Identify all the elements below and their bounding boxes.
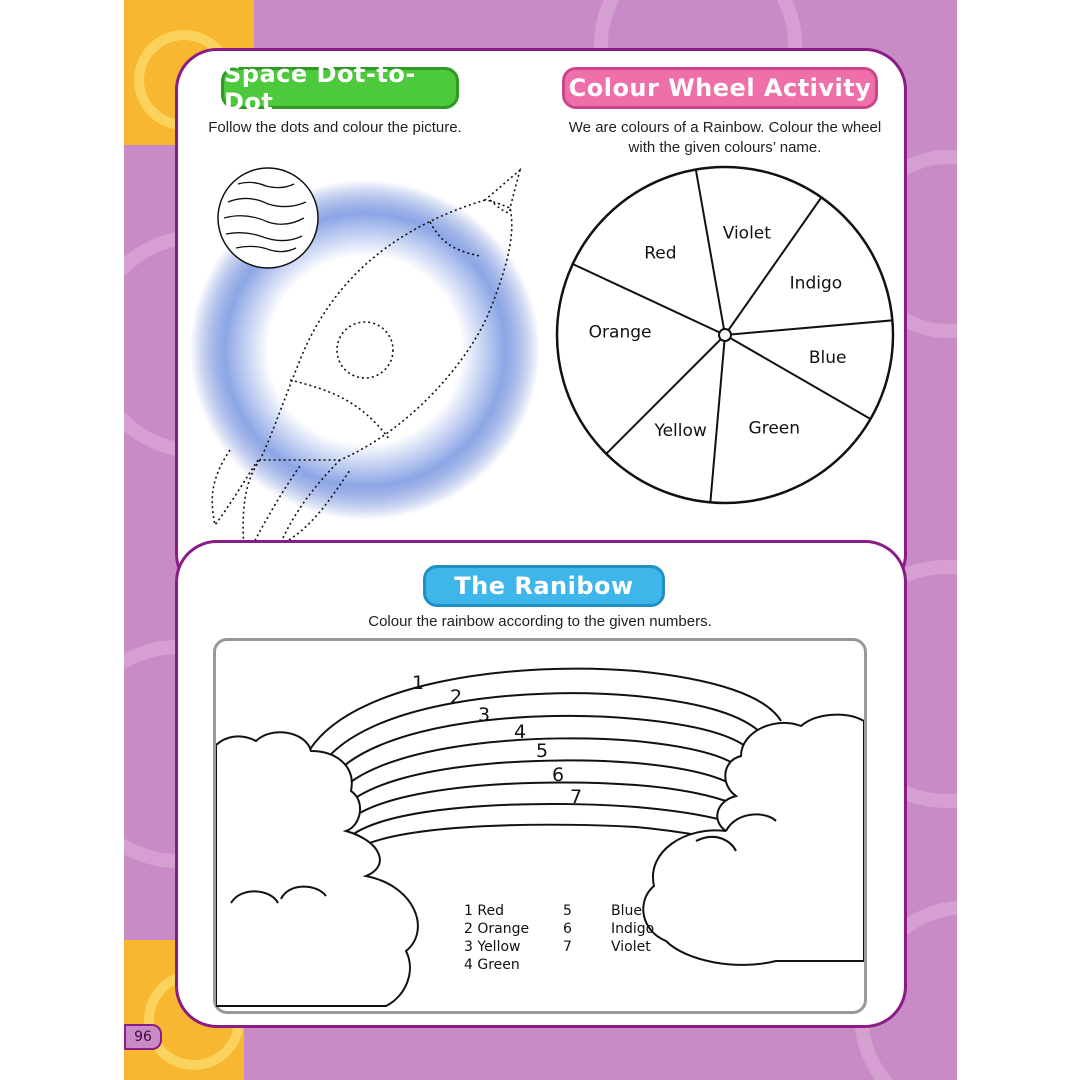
band-number: 5 (536, 740, 549, 762)
colour-wheel-instruction-2: with the given colours’ name. (628, 139, 822, 156)
wheel-segment-label: Indigo (789, 273, 843, 294)
wheel-segment-label: Green (748, 418, 801, 439)
wheel-segment-label: Red (644, 243, 677, 264)
band-number: 2 (450, 686, 463, 708)
space-dot-to-dot-title: Space Dot-to-Dot (221, 67, 459, 109)
band-number: 7 (570, 786, 583, 808)
legend-row: 6 Indigo (563, 921, 655, 937)
wheel-segment-label: Violet (722, 223, 771, 244)
wheel-hub (719, 329, 731, 341)
band-number: 3 (478, 704, 491, 726)
legend-row: 7 Violet (563, 939, 651, 955)
band-number: 1 (412, 672, 425, 694)
wheel-segment-label: Blue (808, 347, 847, 368)
legend-row: 5 Blue (563, 903, 642, 919)
planet-icon (218, 168, 318, 268)
rainbow-instruction: Colour the rainbow according to the given numbers. (368, 613, 712, 630)
band-number: 4 (514, 721, 527, 743)
colour-wheel-title: Colour Wheel Activity (562, 67, 878, 109)
legend-right (563, 902, 654, 956)
colour-wheel (555, 165, 900, 505)
wheel-segment-label: Orange (588, 322, 652, 343)
legend-row: 2 Orange (464, 921, 530, 937)
left-cloud (216, 732, 418, 1006)
rainbow-drawing (216, 641, 864, 1011)
rainbow-title: The Ranibow (423, 565, 665, 607)
legend-row: 4 Green (464, 957, 520, 973)
page-number: 96 (124, 1024, 162, 1050)
wheel-segment-label: Yellow (654, 421, 707, 442)
rocket-illustration (190, 160, 550, 580)
right-cloud (643, 715, 864, 965)
space-instruction: Follow the dots and colour the picture. (208, 119, 462, 136)
legend-row: 1 Red (464, 903, 504, 919)
legend-row: 3 Yellow (464, 939, 521, 955)
colour-wheel-instruction-1: We are colours of a Rainbow. Colour the wheel (568, 119, 882, 136)
band-number: 6 (552, 764, 565, 786)
legend-left (464, 902, 529, 974)
